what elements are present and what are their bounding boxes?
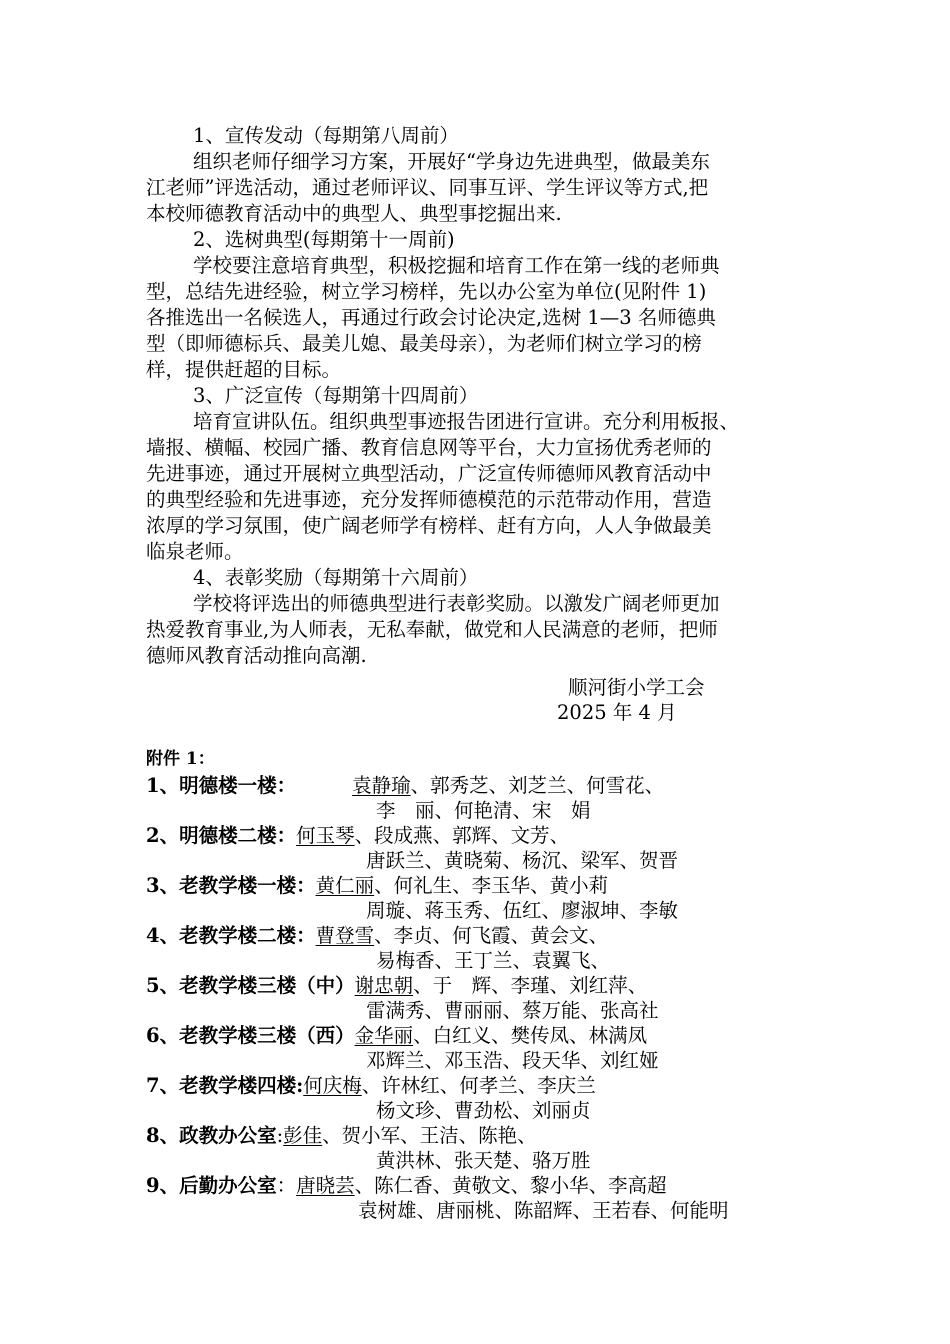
paragraph-line: 学校将评选出的师德典型进行表彰奖励。以激发广阔老师更加 xyxy=(193,592,720,615)
paragraph-line: 样，提供赶超的目标。 xyxy=(146,358,342,381)
group-label: 7、老教学楼四楼: xyxy=(146,1074,304,1097)
paragraph-line: 培育宣讲队伍。组织典型事迹报告团进行宣讲。充分利用板报、 xyxy=(193,410,740,433)
group-leader: 何玉琴 xyxy=(296,824,355,847)
paragraph-line: 各推选出一名候选人，再通过行政会讨论决定,选树 1—3 名师德典 xyxy=(146,306,716,329)
paragraph-line: 墙报、横幅、校园广播、教育信息网等平台，大力宣扬优秀老师的 xyxy=(146,436,712,459)
appendix-group-4 xyxy=(146,923,608,948)
appendix-group-5 xyxy=(146,973,647,998)
group-members-line2: 杨文珍、曹劲松、刘丽贞 xyxy=(376,1099,591,1122)
group-leader: 谢忠朝 xyxy=(354,974,414,997)
group-leader: 金华丽 xyxy=(354,1024,414,1047)
paragraph-line: 型（即师德标兵、最美儿媳、最美母亲），为老师们树立学习的榜 xyxy=(146,332,702,355)
section-3-heading: 3、广泛宣传（每期第十四周前） xyxy=(193,384,479,407)
appendix-group-2 xyxy=(146,823,569,848)
paragraph-line: 德师风教育活动推向高潮. xyxy=(146,644,367,667)
appendix-group-1 xyxy=(146,773,664,798)
appendix-group-8 xyxy=(146,1123,537,1148)
paragraph-line: 组织老师仔细学习方案，开展好“学身边先进典型，做最美东 xyxy=(193,150,710,173)
group-members-line2: 唐跃兰、黄晓菊、杨沉、梁军、贺晋 xyxy=(366,849,679,872)
group-members-line2: 周璇、蒋玉秀、伍红、廖淑坤、李敏 xyxy=(366,899,679,922)
paragraph-line: 本校师德教育活动中的典型人、典型事挖掘出来. xyxy=(146,202,562,225)
group-label: 6、老教学楼三楼（西） xyxy=(146,1024,355,1047)
group-members: 、何礼生、李玉华、黄小莉 xyxy=(374,874,609,897)
group-label: 3、老教学楼一楼： xyxy=(146,874,316,897)
group-members: 、白红义、樊传凤、林满凤 xyxy=(413,1024,648,1047)
group-leader: 何庆梅 xyxy=(303,1074,362,1097)
group-members-line2: 黄洪林、张天楚、骆万胜 xyxy=(376,1149,591,1172)
group-leader: 袁静瑜 xyxy=(352,774,411,797)
group-members-line2: 易梅香、王丁兰、袁翼飞、 xyxy=(376,949,611,972)
paragraph-line: 学校要注意培育典型，积极挖掘和培育工作在第一线的老师典 xyxy=(193,254,720,277)
paragraph-line: 浓厚的学习氛围，使广阔老师学有榜样、赶有方向，人人争做最美 xyxy=(146,514,712,537)
appendix-group-7 xyxy=(146,1073,596,1098)
section-2-heading: 2、选树典型(每期第十一周前) xyxy=(193,228,455,251)
paragraph-line: 的典型经验和先进事迹，充分发挥师德模范的示范带动作用，营造 xyxy=(146,488,712,511)
group-members: 、于 辉、李瑾、刘红萍、 xyxy=(413,974,648,997)
paragraph-line: 热爱教育事业,为人师表，无私奉献，做党和人民满意的老师，把师 xyxy=(146,618,718,641)
section-4-heading: 4、表彰奖励（每期第十六周前） xyxy=(193,566,479,589)
group-members: 、陈仁香、黄敬文、黎小华、李高超 xyxy=(354,1174,667,1197)
paragraph-line: 先进事迹，通过开展树立典型活动，广泛宣传师德师风教育活动中 xyxy=(146,462,712,485)
group-separator: ： xyxy=(276,1174,297,1197)
group-leader: 黄仁丽 xyxy=(315,874,375,897)
group-members-line2: 雷满秀、曹丽丽、蔡万能、张高社 xyxy=(366,999,659,1022)
group-members: 、李贞、何飞霞、黄会文、 xyxy=(374,924,609,947)
group-leader: 唐晓芸 xyxy=(296,1174,355,1197)
paragraph-line: 型，总结先进经验，树立学习榜样，先以办公室为单位(见附件 1) xyxy=(146,280,707,303)
group-members-line2: 李 丽、何艳清、宋 娟 xyxy=(376,799,591,822)
signature-date: 2025 年 4 月 xyxy=(557,701,677,724)
group-members-line2: 邓辉兰、邓玉浩、段天华、刘红娅 xyxy=(366,1049,659,1072)
group-leader: 曹登雪 xyxy=(315,924,375,947)
group-label: 8、政教办公室 xyxy=(146,1124,277,1147)
group-members: 、贺小军、王洁、陈艳、 xyxy=(322,1124,537,1147)
group-label: 5、老教学楼三楼（中） xyxy=(146,974,355,997)
group-members: 、段成燕、郭辉、文芳、 xyxy=(354,824,570,847)
appendix-group-3 xyxy=(146,873,608,898)
appendix-group-6 xyxy=(146,1023,647,1048)
section-1-heading: 1、宣传发动（每期第八周前） xyxy=(193,124,459,147)
group-label: 9、后勤办公室 xyxy=(146,1174,277,1197)
appendix-group-9 xyxy=(146,1173,667,1198)
group-members: 、郭秀芝、刘芝兰、何雪花、 xyxy=(410,774,665,797)
paragraph-line: 临泉老师。 xyxy=(146,540,244,563)
group-members-line2: 袁树雄、唐丽桃、陈韶辉、王若春、何能明 xyxy=(358,1199,729,1222)
group-label: 4、老教学楼二楼： xyxy=(146,924,316,947)
paragraph-line: 江老师”评选活动，通过老师评议、同事互评、学生评议等方式,把 xyxy=(146,176,709,199)
group-label: 1、明德楼一楼： xyxy=(146,774,297,797)
group-separator: : xyxy=(276,1124,284,1147)
appendix-title: 附件 1： xyxy=(146,749,215,769)
group-label: 2、明德楼二楼： xyxy=(146,824,297,847)
signature-org: 顺河街小学工会 xyxy=(568,676,705,699)
group-leader: 彭佳 xyxy=(283,1124,323,1147)
group-members: 、许林红、何孝兰、李庆兰 xyxy=(361,1074,596,1097)
